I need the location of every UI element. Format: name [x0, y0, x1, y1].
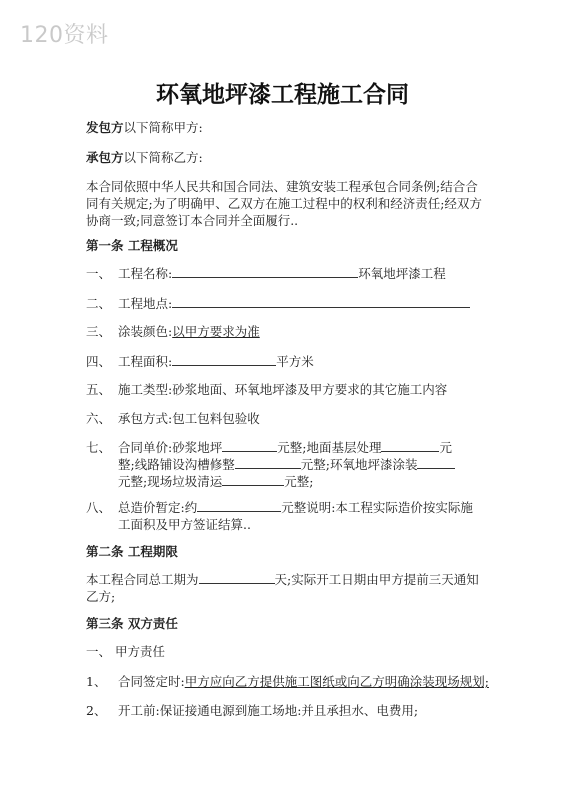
item-unit: 平方米 [276, 354, 314, 369]
watermark: 120资料 [20, 23, 109, 48]
intro-paragraph: 本合同依照中华人民共和国合同法、建筑安装工程承包合同条例;结合合同有关规定;为了明确甲、乙双方在施工过程中的权利和经济责任;经双方协商一致;同意签订本合同并全面履行.. [86, 179, 482, 228]
item-project-area [86, 353, 486, 370]
party-b-text: 以下简称乙方: [123, 150, 203, 165]
blank-line [199, 571, 275, 584]
duty-label: 合同签定时: [118, 674, 185, 689]
article-2-text [86, 571, 486, 605]
price-item-a: 砂浆地坪 [172, 440, 223, 455]
blank-line [381, 439, 439, 452]
party-a-duties-heading: 一、 甲方责任 [86, 644, 165, 659]
price-unit: 元整; [118, 474, 148, 489]
article-1-heading: 第一条 工程概况 [86, 238, 178, 253]
item-number: 1、 [86, 674, 107, 689]
item-label: 工程地点: [118, 296, 173, 311]
item-text: 承包方式:包工包料包验收 [118, 411, 260, 426]
item-number: 一、 [86, 266, 112, 281]
blank-line [197, 499, 281, 512]
item-text: 施工类型:砂浆地面、环氧地坪漆及甲方要求的其它施工内容 [118, 382, 448, 397]
item-value: 环氧地坪漆工程 [358, 266, 446, 281]
item-label: 工程面积: [118, 354, 173, 369]
item-number: 二、 [86, 296, 112, 311]
item-project-location [86, 295, 486, 312]
price-item-b: 地面基层处理 [306, 440, 382, 455]
item-tail: 元整说明:本工程实际造价按实际施工面积及甲方签证结算.. [118, 500, 473, 532]
item-construction-type [86, 381, 486, 398]
item-number: 六、 [86, 411, 112, 426]
party-a-line [86, 119, 486, 136]
article-3-heading: 第三条 双方责任 [86, 616, 178, 631]
blank-line [235, 456, 301, 469]
price-item-d: 环氧地坪漆涂装 [329, 457, 418, 472]
unit-price-line-2 [118, 456, 478, 473]
item-label: 总造价暂定:约 [118, 500, 198, 515]
item-coating-color [86, 323, 486, 340]
item-number: 三、 [86, 324, 112, 339]
item-number: 四、 [86, 354, 112, 369]
item-contract-mode [86, 410, 486, 427]
price-item-f: 现场垃圾清运 [147, 474, 223, 489]
duty-text: 甲方应向乙方提供施工图纸或向乙方明确涂装现场规划; [184, 674, 489, 689]
party-a-label: 发包方 [86, 120, 124, 135]
unit-price-line-1 [118, 439, 478, 456]
item-number: 五、 [86, 382, 112, 397]
unit-price-line-3 [118, 473, 478, 490]
item-number: 八、 [86, 500, 112, 515]
item-label: 工程名称: [118, 266, 173, 281]
item-number: 七、 [86, 440, 112, 455]
blank-line [172, 265, 358, 278]
blank-line [417, 456, 455, 469]
party-a-text: 以下简称甲方: [123, 120, 203, 135]
item-total-price [118, 499, 478, 533]
item-label: 合同单价: [118, 440, 173, 455]
party-b-line [86, 149, 486, 166]
document-title: 环氧地坪漆工程施工合同 [156, 82, 409, 108]
price-unit: 元 [439, 440, 452, 455]
item-project-name [86, 265, 486, 282]
price-unit: 元整; [300, 457, 330, 472]
price-unit: 元整; [277, 440, 307, 455]
article-2-heading: 第二条 工程期限 [86, 544, 178, 559]
blank-line [172, 353, 276, 366]
duty-1 [86, 673, 489, 690]
period-text-a: 本工程合同总工期为 [86, 572, 199, 587]
party-b-label: 承包方 [86, 150, 124, 165]
duty-2 [86, 702, 486, 719]
blank-line [222, 439, 277, 452]
item-number: 2、 [86, 703, 107, 718]
duty-text: 开工前:保证接通电源到施工场地:并且承担水、电费用; [118, 703, 419, 718]
blank-line [222, 473, 284, 486]
price-unit: 元整; [284, 474, 314, 489]
item-label: 涂装颜色: [118, 324, 173, 339]
item-value: 以甲方要求为准 [172, 324, 260, 339]
price-item-c: 整;线路铺设沟槽修整 [118, 457, 235, 472]
blank-line [172, 295, 470, 308]
period-text-b: 天;实际开工日期由甲方提前三天通知乙方; [86, 572, 479, 604]
